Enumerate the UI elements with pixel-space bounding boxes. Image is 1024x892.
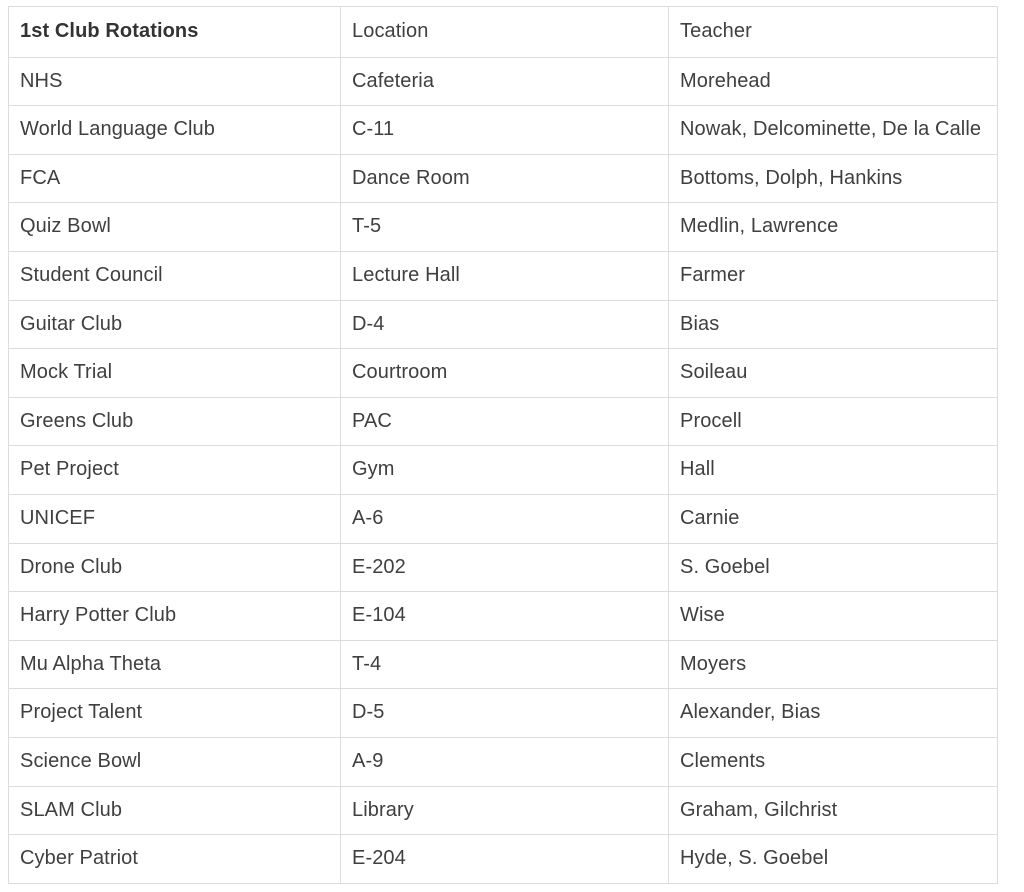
table-header-row	[9, 7, 998, 58]
table-row	[9, 689, 998, 738]
cell-teacher: Carnie	[669, 494, 998, 543]
cell-location: A-6	[341, 494, 669, 543]
cell-location: T-5	[341, 203, 669, 252]
table-row	[9, 543, 998, 592]
cell-location: E-104	[341, 592, 669, 641]
table-row	[9, 835, 998, 884]
cell-club-name: FCA	[9, 154, 341, 203]
cell-teacher: Nowak, Delcominette, De la Calle	[669, 106, 998, 155]
cell-club-name: UNICEF	[9, 494, 341, 543]
cell-teacher: Hall	[669, 446, 998, 495]
cell-teacher: Graham, Gilchrist	[669, 786, 998, 835]
cell-teacher: Alexander, Bias	[669, 689, 998, 738]
cell-club-name: Mu Alpha Theta	[9, 640, 341, 689]
cell-location: Courtroom	[341, 349, 669, 398]
cell-location: D-4	[341, 300, 669, 349]
cell-club-name: Drone Club	[9, 543, 341, 592]
cell-location: T-4	[341, 640, 669, 689]
cell-teacher: Bias	[669, 300, 998, 349]
cell-club-name: SLAM Club	[9, 786, 341, 835]
cell-club-name: Guitar Club	[9, 300, 341, 349]
cell-location: E-204	[341, 835, 669, 884]
cell-club-name: Mock Trial	[9, 349, 341, 398]
cell-teacher: Bottoms, Dolph, Hankins	[669, 154, 998, 203]
column-header-club: 1st Club Rotations	[9, 7, 341, 58]
cell-location: A-9	[341, 737, 669, 786]
cell-location: Lecture Hall	[341, 251, 669, 300]
cell-club-name: Cyber Patriot	[9, 835, 341, 884]
cell-teacher: Procell	[669, 397, 998, 446]
table-row	[9, 106, 998, 155]
club-rotations-table	[8, 6, 998, 884]
cell-teacher: Soileau	[669, 349, 998, 398]
cell-club-name: Pet Project	[9, 446, 341, 495]
cell-location: Gym	[341, 446, 669, 495]
cell-teacher: Morehead	[669, 57, 998, 106]
table-row	[9, 640, 998, 689]
table-row	[9, 57, 998, 106]
cell-location: Dance Room	[341, 154, 669, 203]
table-row	[9, 349, 998, 398]
cell-location: PAC	[341, 397, 669, 446]
cell-club-name: Greens Club	[9, 397, 341, 446]
table-row	[9, 397, 998, 446]
table-row	[9, 154, 998, 203]
cell-location: C-11	[341, 106, 669, 155]
cell-location: Library	[341, 786, 669, 835]
table-body	[9, 7, 998, 884]
cell-teacher: Moyers	[669, 640, 998, 689]
table-row	[9, 446, 998, 495]
cell-club-name: World Language Club	[9, 106, 341, 155]
column-header-teacher: Teacher	[669, 7, 998, 58]
table-row	[9, 494, 998, 543]
cell-club-name: Project Talent	[9, 689, 341, 738]
table-row	[9, 737, 998, 786]
table-row	[9, 251, 998, 300]
cell-teacher: Hyde, S. Goebel	[669, 835, 998, 884]
table-row	[9, 592, 998, 641]
cell-location: Cafeteria	[341, 57, 669, 106]
cell-club-name: NHS	[9, 57, 341, 106]
cell-club-name: Harry Potter Club	[9, 592, 341, 641]
column-header-location: Location	[341, 7, 669, 58]
cell-teacher: S. Goebel	[669, 543, 998, 592]
table-row	[9, 300, 998, 349]
cell-club-name: Quiz Bowl	[9, 203, 341, 252]
cell-location: E-202	[341, 543, 669, 592]
cell-teacher: Farmer	[669, 251, 998, 300]
cell-teacher: Medlin, Lawrence	[669, 203, 998, 252]
cell-club-name: Student Council	[9, 251, 341, 300]
cell-location: D-5	[341, 689, 669, 738]
table-row	[9, 786, 998, 835]
cell-teacher: Wise	[669, 592, 998, 641]
table-row	[9, 203, 998, 252]
cell-club-name: Science Bowl	[9, 737, 341, 786]
cell-teacher: Clements	[669, 737, 998, 786]
